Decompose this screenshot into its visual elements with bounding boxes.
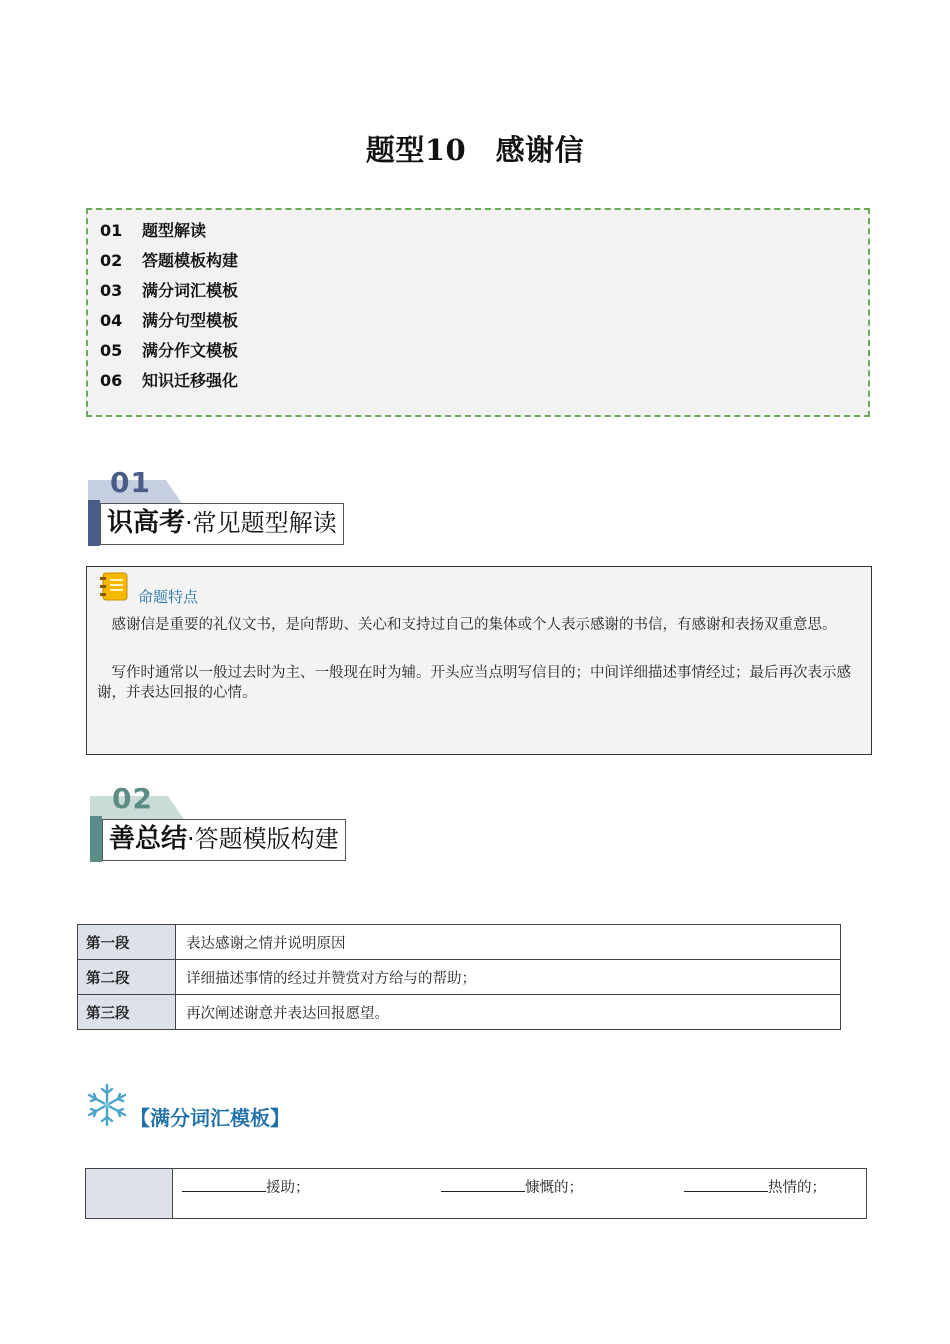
row-key: 第二段 <box>78 960 176 995</box>
section-title: 识高考·常见题型解读 <box>100 503 344 545</box>
feature-box <box>86 566 872 755</box>
table-of-contents <box>86 208 870 417</box>
answer-blank[interactable] <box>684 1177 768 1192</box>
answer-blank[interactable] <box>441 1177 525 1192</box>
section-number: 02 <box>112 782 153 815</box>
vocab-item: 热情的； <box>684 1176 826 1197</box>
structure-table <box>77 924 841 1030</box>
vocab-table <box>85 1168 867 1219</box>
banner-accent-bar <box>90 816 102 862</box>
toc-item[interactable]: 01 题型解读 <box>100 221 207 240</box>
section-number: 01 <box>110 466 151 499</box>
row-key: 第三段 <box>78 995 176 1030</box>
answer-blank[interactable] <box>182 1177 266 1192</box>
toc-item[interactable]: 05 满分作文模板 <box>100 341 239 360</box>
toc-item[interactable]: 03 满分词汇模板 <box>100 281 239 300</box>
feature-paragraph-1: 感谢信是重要的礼仪文书，是向帮助、关心和支持过自己的集体或个人表示感谢的书信，有感谢和表扬双重意思。 <box>111 617 837 633</box>
feature-heading: 命题特点 <box>138 588 199 606</box>
vocab-item: 慷慨的； <box>441 1176 583 1197</box>
vocab-heading: 【满分词汇模板】 <box>130 1106 290 1130</box>
row-value: 再次阐述谢意并表达回报愿望。 <box>176 995 841 1030</box>
vocab-item: 援助； <box>182 1176 310 1197</box>
vocab-key-cell <box>86 1169 173 1218</box>
table-row <box>78 960 841 995</box>
toc-item[interactable]: 02 答题模板构建 <box>100 251 239 270</box>
row-value: 表达感谢之情并说明原因 <box>176 925 841 960</box>
notebook-icon <box>100 572 128 602</box>
banner-accent-bar <box>88 500 100 546</box>
toc-item[interactable]: 04 满分句型模板 <box>100 311 239 330</box>
feature-paragraph-2: 写作时通常以一般过去时为主、一般现在时为辅。开头应当点明写信目的；中间详细描述事情经过；最后再次表示感谢，并表达回报的心情。 <box>97 665 851 701</box>
toc-item[interactable]: 06 知识迁移强化 <box>100 371 239 390</box>
row-key: 第一段 <box>78 925 176 960</box>
snowflake-icon <box>86 1082 128 1128</box>
section-title: 善总结·答题模版构建 <box>102 819 346 861</box>
page-title: 题型10 感谢信 <box>365 133 585 167</box>
table-row <box>78 995 841 1030</box>
table-row <box>78 925 841 960</box>
row-value: 详细描述事情的经过并赞赏对方给与的帮助； <box>176 960 841 995</box>
